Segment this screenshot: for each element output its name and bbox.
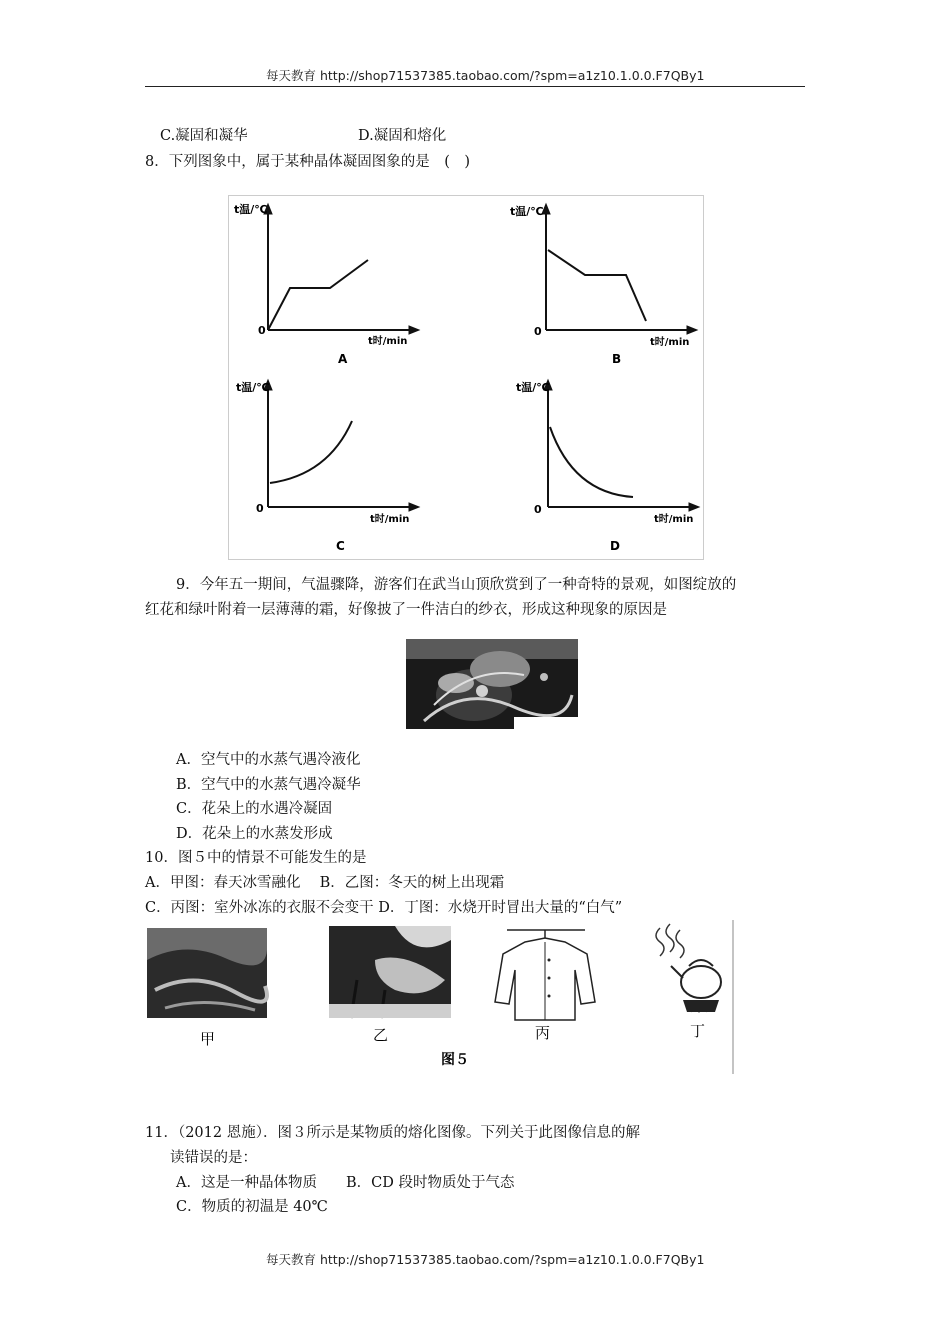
graph-d-x-label: t时/min [654, 514, 694, 525]
graph-b-origin: 0 [534, 325, 542, 338]
q10-stem: 10．图５中的情景不可能发生的是 [145, 850, 367, 866]
graph-b-caption: B [612, 352, 622, 366]
graph-c-x-label: t时/min [370, 514, 410, 525]
q11-options-ab: A．这是一种晶体物质 B．CD 段时物质处于气态 [176, 1175, 515, 1191]
page-footer: 每天教育 http://shop71537385.taobao.com/?spm=a1z10.1.0.0.F7QBy1 [266, 1252, 705, 1267]
q9-option-d: D．花朵上的水蒸发形成 [176, 826, 333, 842]
q10-options-ab: A．甲图：春天冰雪融化 B．乙图：冬天的树上出现霜 [145, 875, 505, 891]
q11-stem-line2: 读错误的是： [170, 1150, 257, 1166]
photo-jia [147, 928, 267, 1018]
graph-a-y-label: t温/℃ [234, 203, 268, 216]
header-rule [145, 86, 805, 87]
figure-5-label: 图５ [441, 1052, 469, 1068]
caption-ding: 丁 [690, 1022, 706, 1040]
caption-yi: 乙 [373, 1026, 389, 1044]
photo-yi [329, 926, 451, 1018]
graph-b-x-label: t时/min [650, 337, 690, 348]
graph-b-y-label: t温/℃ [510, 205, 544, 218]
q9-option-b: B．空气中的水蒸气遇冷凝华 [176, 777, 361, 793]
q11-option-c: C．物质的初温是 40℃ [176, 1199, 328, 1215]
graph-a-origin: 0 [258, 324, 266, 337]
q9-option-c: C．花朵上的水遇冷凝固 [176, 801, 333, 817]
graph-c-y-label: t温/℃ [236, 381, 270, 394]
graph-d-y-label: t温/℃ [516, 381, 550, 394]
graph-a-x-label: t时/min [368, 336, 408, 347]
page-header: 每天教育 http://shop71537385.taobao.com/?spm=a1z10.1.0.0.F7QBy1 [266, 68, 705, 83]
q7-option-c: C.凝固和凝华 [160, 128, 248, 144]
q7-option-d: D.凝固和熔化 [358, 128, 447, 144]
graph-a-caption: A [338, 352, 348, 366]
q10-figure-5 [145, 920, 735, 1074]
q9-stem-line1: 9．今年五一期间，气温骤降，游客们在武当山顶欣赏到了一种奇特的景观，如图绽放的 [176, 577, 737, 593]
graph-c-caption: C [336, 539, 345, 553]
q9-frost-flower-photo [404, 625, 580, 731]
q11-stem-line1: 11．（2012 恩施）．图３所示是某物质的熔化图像。下列关于此图像信息的解 [145, 1125, 640, 1141]
q10-options-cd: C．丙图：室外冰冻的衣服不会变干 D．丁图：水烧开时冒出大量的“白气” [145, 900, 623, 916]
q9-option-a: A．空气中的水蒸气遇冷液化 [176, 752, 361, 768]
caption-bing: 丙 [535, 1024, 551, 1042]
q8-graphs-figure [228, 195, 704, 560]
graph-c-origin: 0 [256, 502, 264, 515]
q8-stem: 8．下列图象中，属于某种晶体凝固图象的是 ( ) [145, 154, 471, 170]
graph-d-origin: 0 [534, 503, 542, 516]
q9-stem-line2: 红花和绿叶附着一层薄薄的霜，好像披了一件洁白的纱衣，形成这种现象的原因是 [145, 602, 667, 618]
caption-jia: 甲 [200, 1030, 216, 1048]
graph-d-caption: D [610, 539, 620, 553]
